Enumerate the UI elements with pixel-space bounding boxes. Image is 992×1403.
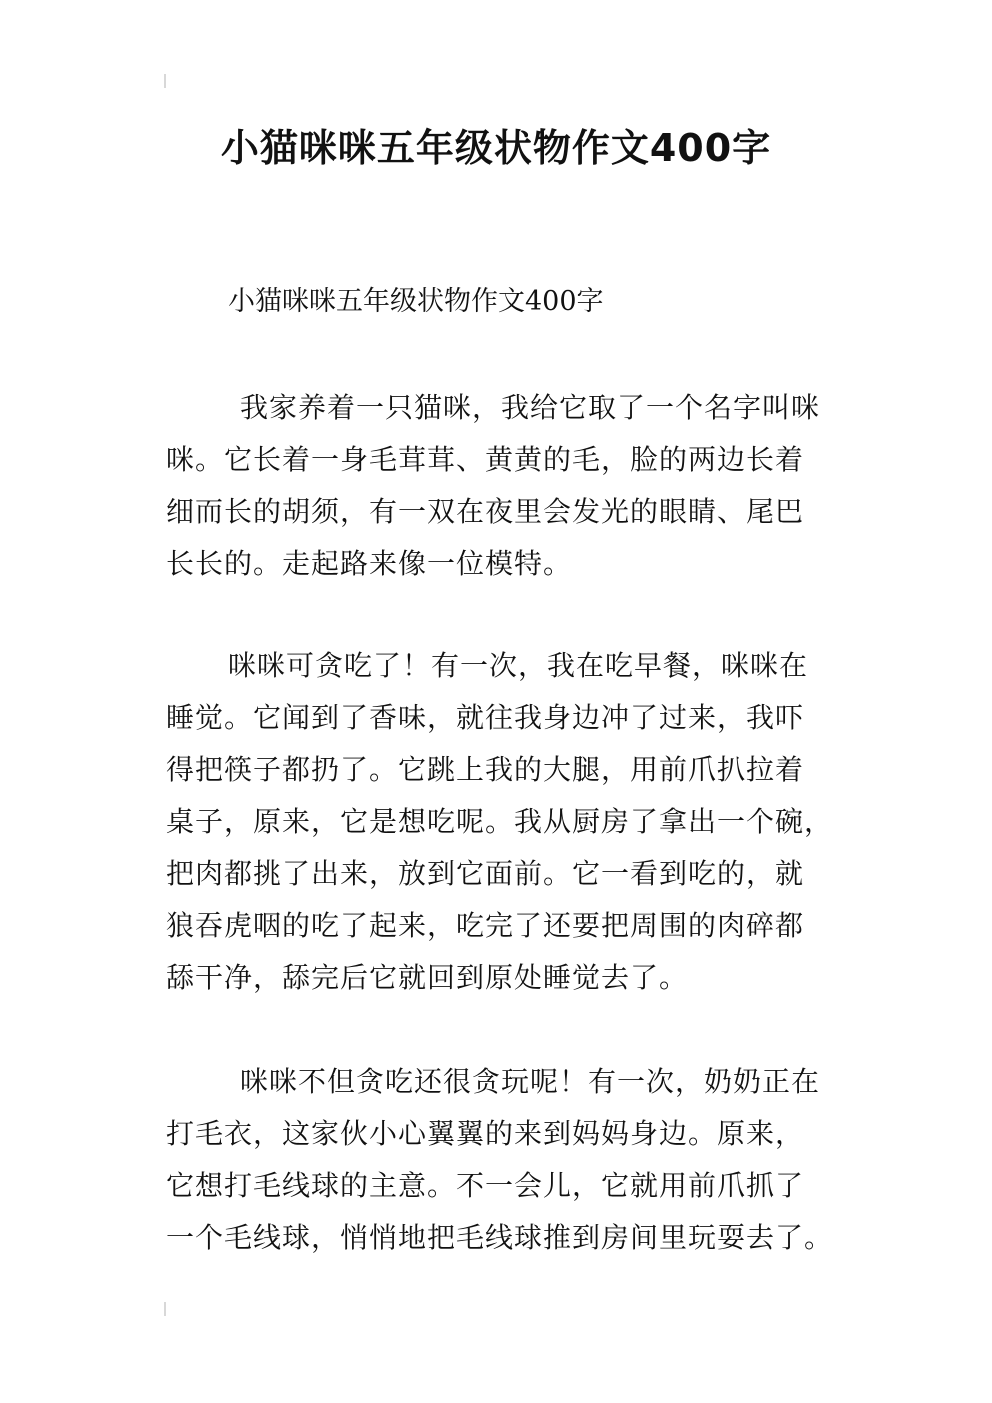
paragraph-line: 打毛衣，这家伙小心翼翼的来到妈妈身边。原来， <box>166 1117 805 1150</box>
top-margin-mark <box>164 74 166 88</box>
paragraph-line: 咪。它长着一身毛茸茸、黄黄的毛，脸的两边长着 <box>166 443 805 476</box>
document-subtitle: 小猫咪咪五年级状物作文400字 <box>228 286 604 317</box>
paragraph-line: 我家养着一只猫咪，我给它取了一个名字叫咪 <box>240 391 821 424</box>
paragraph-line: 咪咪不但贪吃还很贪玩呢！有一次，奶奶正在 <box>240 1065 821 1098</box>
paragraph-line: 细而长的胡须，有一双在夜里会发光的眼睛、尾巴 <box>166 495 805 528</box>
paragraph-line: 它想打毛线球的主意。不一会儿，它就用前爪抓了 <box>166 1169 805 1202</box>
paragraph-line: 长长的。走起路来像一位模特。 <box>166 547 573 580</box>
paragraph-line: 睡觉。它闻到了香味，就往我身边冲了过来，我吓 <box>166 701 805 734</box>
paragraph-line: 一个毛线球，悄悄地把毛线球推到房间里玩耍去了。 <box>166 1221 834 1254</box>
paragraph-line: 得把筷子都扔了。它跳上我的大腿，用前爪扒拉着 <box>166 753 805 786</box>
paragraph-2 <box>166 640 834 1004</box>
page-title: 小猫咪咪五年级状物作文400字 <box>220 126 772 170</box>
bottom-margin-mark <box>164 1302 166 1316</box>
paragraph-line: 狼吞虎咽的吃了起来，吃完了还要把周围的肉碎都 <box>166 909 805 942</box>
paragraph-line: 把肉都挑了出来，放到它面前。它一看到吃的，就 <box>166 857 805 890</box>
paragraph-line: 咪咪可贪吃了！有一次，我在吃早餐，咪咪在 <box>228 649 809 682</box>
paragraph-line: 舔干净，舔完后它就回到原处睡觉去了。 <box>166 961 689 994</box>
paragraph-1 <box>166 382 830 590</box>
paragraph-line: 桌子，原来，它是想吃呢。我从厨房了拿出一个碗， <box>166 805 834 838</box>
paragraph-3 <box>166 1056 834 1264</box>
